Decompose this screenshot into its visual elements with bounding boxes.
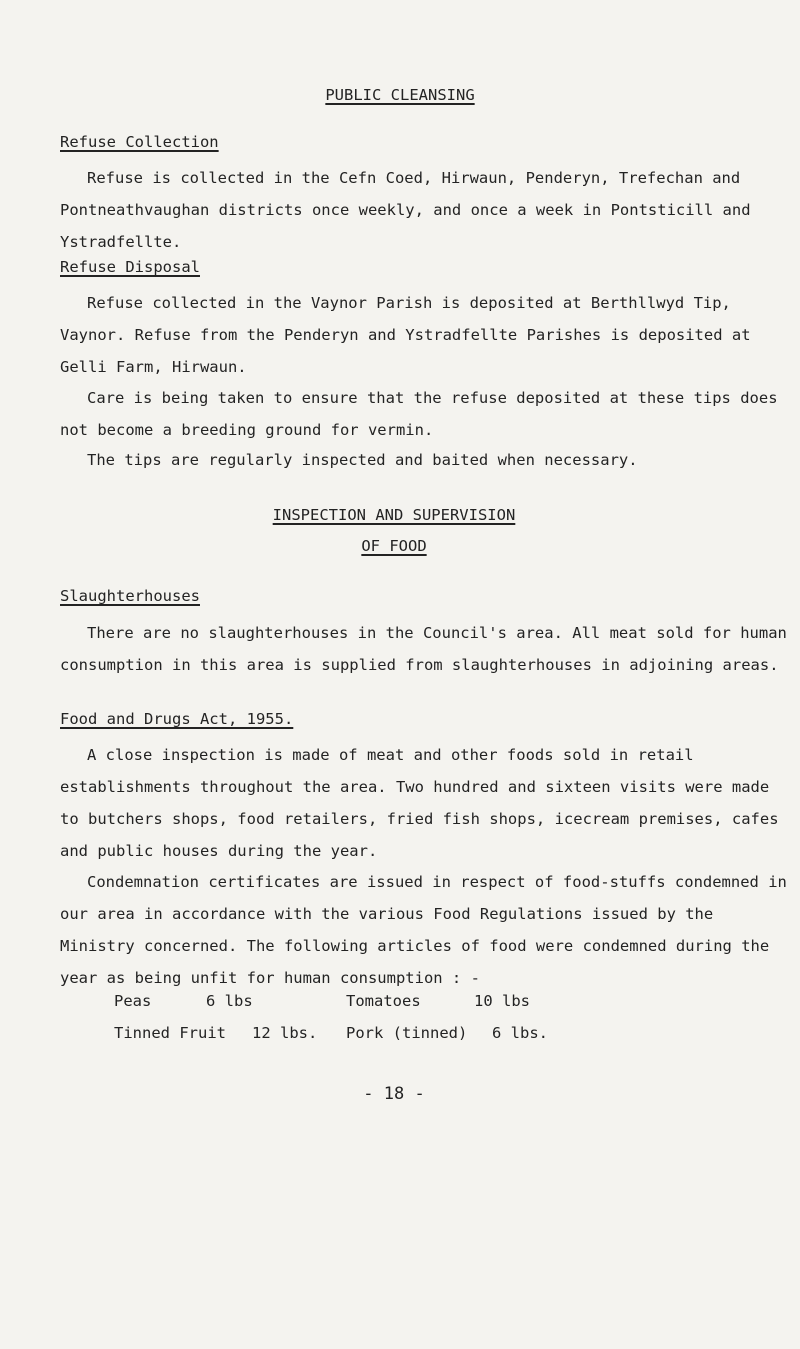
slaughterhouses-heading: Slaughterhouses [60, 587, 200, 605]
slaughterhouses-body: There are no slaughterhouses in the Council's area. All meat sold for human consumption in this area is supplied from slaughterhouses in adjoining areas. [60, 624, 787, 674]
condemned-qty: 6 lbs. [492, 1024, 548, 1042]
condemned-list-row-2 [114, 1024, 548, 1042]
refuse-disposal-paragraph-3: The tips are regularly inspected and baited when necessary. [87, 451, 638, 469]
food-drugs-heading: Food and Drugs Act, 1955. [60, 710, 294, 728]
condemned-list-row-1 [114, 992, 530, 1010]
food-drugs-paragraph-2: Condemnation certificates are issued in respect of food-stuffs condemned in our area in accordance with the various Food Regulations issued by the Ministry concerned. The following articles of food were condemned during the year as being unfit for human consumption : - [60, 873, 787, 987]
inspection-heading-line-1: INSPECTION AND SUPERVISION [272, 506, 516, 524]
refuse-disposal-paragraph-2: Care is being taken to ensure that the refuse deposited at these tips does not become a breeding ground for vermin. [60, 389, 778, 439]
condemned-qty: 12 lbs. [252, 1024, 318, 1042]
condemned-qty: 6 lbs [206, 992, 253, 1010]
page-number: - 18 - [363, 1084, 425, 1104]
refuse-collection-body: Refuse is collected in the Cefn Coed, Hirwaun, Penderyn, Trefechan and Pontneathvaughan districts once weekly, and once a week in Pontsticill and Ystradfellte. [60, 169, 751, 251]
condemned-item: Tomatoes [346, 992, 421, 1010]
refuse-collection-heading: Refuse Collection [60, 133, 219, 151]
food-drugs-paragraph-1: A close inspection is made of meat and other foods sold in retail establishments throughout the area. Two hundred and sixteen visits were made to butchers shops, food retailers, fried fish shops, icecream premises, cafes and public houses during the year. [60, 746, 779, 860]
refuse-disposal-heading: Refuse Disposal [60, 258, 200, 276]
condemned-qty: 10 lbs [474, 992, 530, 1010]
condemned-item: Tinned Fruit [114, 1024, 226, 1042]
refuse-disposal-paragraph-1: Refuse collected in the Vaynor Parish is deposited at Berthllwyd Tip, Vaynor. Refuse from the Penderyn and Ystradfellte Parishes is deposited at Gelli Farm, Hirwaun. [60, 294, 751, 376]
inspection-heading-line-2: OF FOOD [361, 537, 427, 555]
condemned-item: Pork (tinned) [346, 1024, 468, 1042]
condemned-item: Peas [114, 992, 152, 1010]
page-title: PUBLIC CLEANSING [325, 86, 475, 104]
